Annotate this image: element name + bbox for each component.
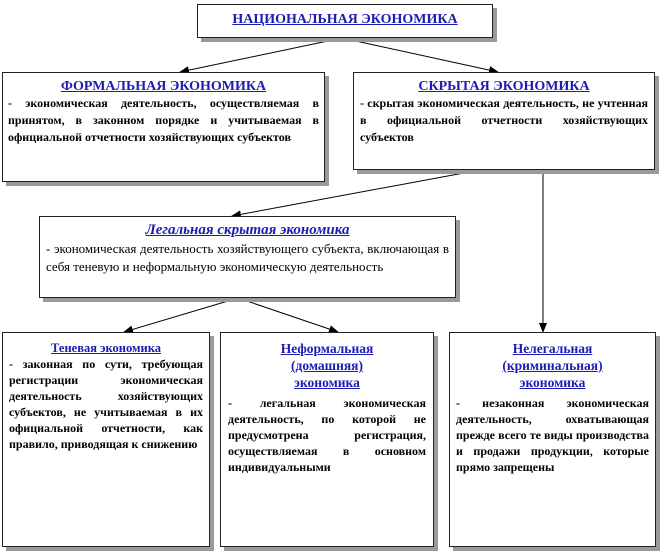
shadow-economy-title: Теневая экономика xyxy=(51,341,161,355)
illegal-economy-description: - незаконная экономическая деятельность, охватывающая прежде всего те виды производства и продажи продукции, которые прямо запрещены xyxy=(456,396,649,474)
legal-hidden-economy-box xyxy=(39,216,456,298)
formal-economy-title: ФОРМАЛЬНАЯ ЭКОНОМИКА xyxy=(60,79,267,94)
legal-hidden-economy-title: Легальная скрытая экономика xyxy=(145,222,350,238)
shadow-economy-box xyxy=(2,332,210,547)
legal-hidden-economy-description: - экономическая деятельность хозяйствующего субъекта, включающая в себя теневую и неформальную экономическую деятельность xyxy=(46,241,449,274)
formal-economy-box xyxy=(2,72,325,182)
informal-economy-description: - легальная экономическая деятельность, по которой не предусмотрена регистрация, осуществляемая в основном индивидуальными xyxy=(228,396,426,474)
shadow-economy-description: - законная по сути, требующая регистрации экономическая деятельность хозяйствующих субъектов, не учитываемая в их официальной отчетности, как правило, приводящая к снижению xyxy=(9,357,203,451)
national-economy-title: НАЦИОНАЛЬНАЯ ЭКОНОМИКА xyxy=(232,12,458,27)
arrow-legal-to-informal xyxy=(238,298,338,332)
national-economy-box xyxy=(197,4,493,38)
arrow-legal-to-shadow xyxy=(124,298,238,332)
informal-economy-box xyxy=(220,332,434,547)
formal-economy-description: - экономическая деятельность, осуществляемая в принятом, в законном порядке и учитываемая в официальной отчетности хозяйствующих субъектов xyxy=(8,96,319,144)
arrow-root-to-formal xyxy=(180,38,342,72)
hidden-economy-description: - скрытая экономическая деятельность, не учтенная в официальной отчетности хозяйствующих субъектов xyxy=(360,96,648,144)
hidden-economy-box xyxy=(353,72,655,170)
informal-economy-title: Неформальная (домашняя) экономика xyxy=(280,341,374,390)
illegal-economy-title: Нелегальная (криминальная) экономика xyxy=(502,341,603,390)
illegal-economy-box xyxy=(449,332,656,547)
hidden-economy-title: СКРЫТАЯ ЭКОНОМИКА xyxy=(418,79,590,94)
arrow-root-to-hidden xyxy=(342,38,498,72)
